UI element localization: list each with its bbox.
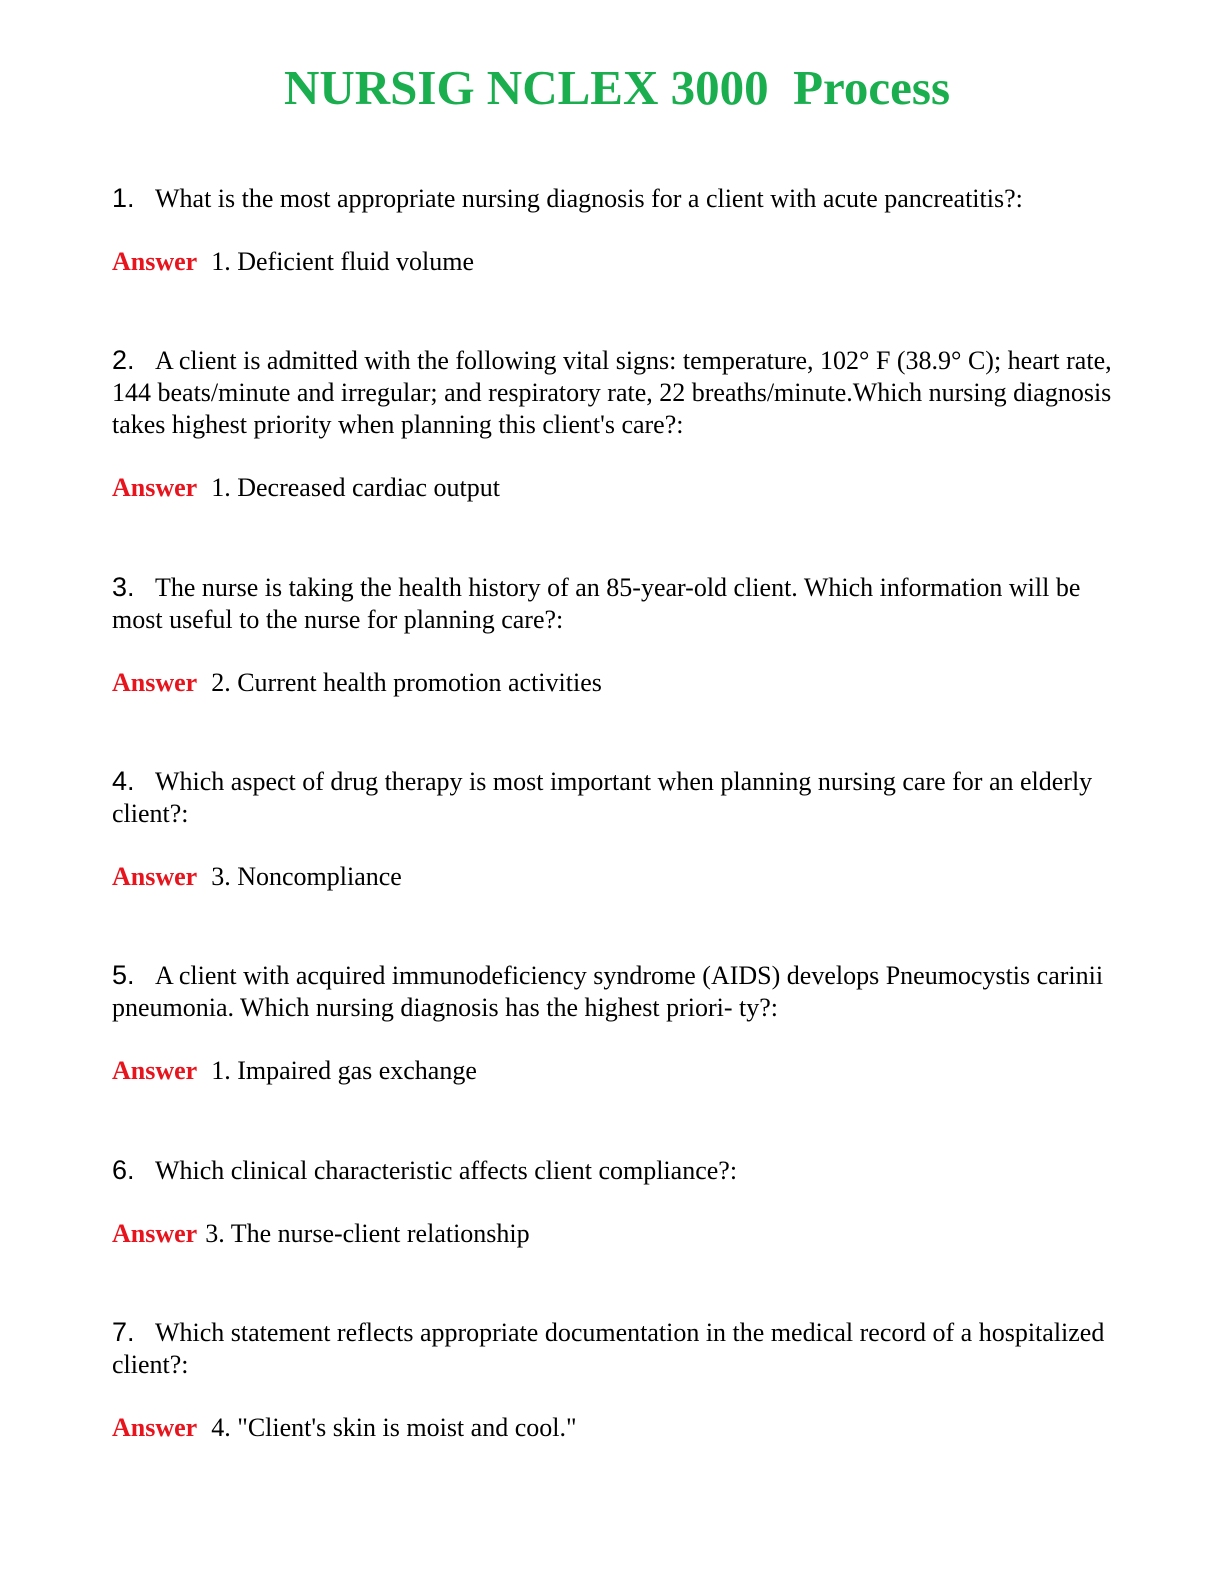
- question-number: 4.: [112, 766, 135, 796]
- question-text: Which statement reflects appropriate documentation in the medical record of a hospitalized client?:: [112, 1318, 1105, 1379]
- answer-text: 4. "Client's skin is moist and cool.": [211, 1413, 577, 1442]
- answer-label: Answer: [112, 473, 198, 502]
- answer-label: Answer: [112, 247, 198, 276]
- qa-item-4: [112, 765, 1124, 891]
- qa-item-2: [112, 344, 1124, 502]
- qa-item-5: [112, 959, 1124, 1085]
- answer-7: [112, 1412, 577, 1444]
- question-4: [112, 765, 1124, 830]
- question-number: 2.: [112, 345, 135, 375]
- question-text: Which clinical characteristic affects client compliance?:: [155, 1156, 738, 1185]
- answer-text: 1. Decreased cardiac output: [211, 473, 500, 502]
- qa-item-6: [112, 1154, 1124, 1248]
- answer-label: Answer: [112, 1056, 198, 1085]
- answer-text: 3. The nurse-client relationship: [205, 1219, 530, 1248]
- answer-text: 1. Deficient fluid volume: [211, 247, 475, 276]
- answer-text: 2. Current health promotion activities: [211, 668, 602, 697]
- answer-label: Answer: [112, 668, 198, 697]
- qa-item-7: [112, 1316, 1124, 1442]
- answer-1: [112, 246, 474, 278]
- answer-label: Answer: [112, 1413, 198, 1442]
- answer-text: 1. Impaired gas exchange: [211, 1056, 477, 1085]
- question-5: [112, 959, 1124, 1024]
- question-7: [112, 1316, 1124, 1381]
- answer-text: 3. Noncompliance: [211, 862, 402, 891]
- question-number: 1.: [112, 183, 135, 213]
- question-1: [112, 182, 1124, 215]
- qa-item-1: [112, 182, 1124, 276]
- question-number: 7.: [112, 1317, 135, 1347]
- qa-item-3: [112, 571, 1124, 697]
- answer-label: Answer: [112, 862, 198, 891]
- document-title: NURSIG NCLEX 3000 Process: [283, 60, 951, 115]
- question-number: 6.: [112, 1155, 135, 1185]
- question-2: [112, 344, 1124, 441]
- question-text: The nurse is taking the health history of an 85-year-old client. Which information will be most useful to the nurse for planning care?:: [112, 573, 1081, 634]
- answer-6: [112, 1218, 530, 1250]
- question-text: A client with acquired immunodeficiency syndrome (AIDS) develops Pneumocystis carinii pneumonia. Which nursing diagnosis has the highest priori- ty?:: [112, 961, 1104, 1022]
- answer-4: [112, 861, 402, 893]
- question-text: What is the most appropriate nursing diagnosis for a client with acute pancreatitis?:: [155, 184, 1023, 213]
- question-number: 5.: [112, 960, 135, 990]
- question-3: [112, 571, 1124, 636]
- answer-5: [112, 1055, 477, 1087]
- answer-3: [112, 667, 602, 699]
- question-6: [112, 1154, 1124, 1187]
- answer-label: Answer: [112, 1219, 198, 1248]
- question-text: Which aspect of drug therapy is most important when planning nursing care for an elderly client?:: [112, 767, 1093, 828]
- question-number: 3.: [112, 572, 135, 602]
- answer-2: [112, 472, 500, 504]
- question-text: A client is admitted with the following vital signs: temperature, 102° F (38.9° C); heart rate, 144 beats/minute and irregular; and respiratory rate, 22 breaths/minute.Which nursing diagnosis takes highest priority when planning this client's care?:: [112, 346, 1112, 439]
